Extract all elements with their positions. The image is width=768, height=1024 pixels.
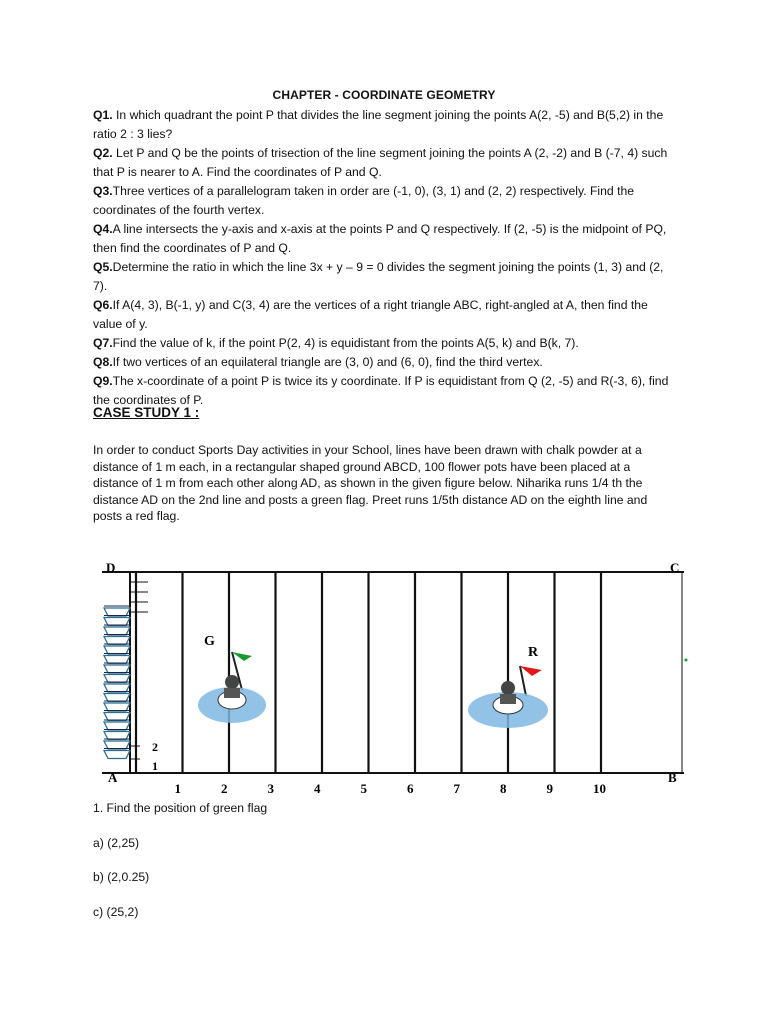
flower-pot xyxy=(104,656,130,664)
flower-pot xyxy=(104,741,130,749)
question-number: Q4. xyxy=(93,222,113,236)
y-tick-label: 1 xyxy=(152,759,158,773)
question-1-prompt: 1. Find the position of green flag xyxy=(93,801,268,815)
flower-pot xyxy=(104,703,130,711)
question-text: If A(4, 3), B(-1, y) and C(3, 4) are the vertices of a right triangle ABC, right-angled at A, then find the value of y. xyxy=(93,298,648,331)
flower-pot xyxy=(104,722,130,730)
corner-label-d: D xyxy=(106,560,116,575)
ground-grid xyxy=(102,572,684,773)
question-text: A line intersects the y-axis and x-axis at the points P and Q respectively. If (2, -5) is the midpoint of PQ, then find the coordinates of P and Q. xyxy=(93,222,667,255)
y-tick-label: 2 xyxy=(152,740,158,754)
question-item xyxy=(93,353,678,372)
question-number: Q3. xyxy=(93,184,113,198)
question-item xyxy=(93,220,678,258)
x-tick-label: 3 xyxy=(267,781,274,796)
flower-pot xyxy=(104,665,130,673)
question-item xyxy=(93,334,678,353)
question-text: Let P and Q be the points of trisection of the line segment joining the points A (2, -2) and B (-7, 4) such that P is nearer to A. Find the coordinates of P and Q. xyxy=(93,146,668,179)
x-tick-label: 6 xyxy=(407,781,414,796)
answer-option: c) (25,2) xyxy=(93,904,139,919)
x-tick-label: 9 xyxy=(546,781,553,796)
question-item xyxy=(93,296,678,334)
green-flag-label: G xyxy=(204,634,215,649)
flower-pot xyxy=(104,694,130,702)
question-text: In which quadrant the point P that divides the line segment joining the points A(2, -5) and B(5,2) in the ratio 2 : 3 lies? xyxy=(93,108,664,141)
question-text: Find the value of k, if the point P(2, 4) is equidistant from the points A(5, k) and B(k, 7). xyxy=(112,336,579,350)
runner-preet xyxy=(468,681,548,728)
flower-pot xyxy=(104,751,130,759)
x-tick-label: 1 xyxy=(174,781,181,796)
green-flag-group xyxy=(198,634,266,723)
question-item xyxy=(93,144,678,182)
question-number: Q9. xyxy=(93,374,113,388)
question-text: Determine the ratio in which the line 3x + y – 9 = 0 divides the segment joining the points (1, 3) and (2, 7). xyxy=(93,260,664,293)
question-number: Q5. xyxy=(93,260,113,274)
red-flag-pole xyxy=(520,666,526,696)
sports-ground-figure xyxy=(92,560,712,800)
x-tick-label: 2 xyxy=(221,781,228,796)
question-text: The x-coordinate of a point P is twice its y coordinate. If P is equidistant from Q (2, -5) and R(-3, 6), find the coordinates of P. xyxy=(93,374,669,407)
answer-option: a) (2,25) xyxy=(93,835,140,850)
corner-label-c: C xyxy=(670,560,680,575)
flower-pot xyxy=(104,637,130,645)
question-number: Q2. xyxy=(93,146,113,160)
case-study-paragraph: In order to conduct Sports Day activities in your School, lines have been drawn with chalk powder at a distance of 1 m each, in a rectangular shaped ground ABCD, 100 flower pots have been placed at a distance of 1 m from each other along AD, as shown in the given figure below. Niharika runs 1/4 th the distance AD on the 2nd line and posts a green flag. Preet runs 1/5th distance AD on the eighth line and posts a red flag. xyxy=(93,443,648,523)
question-item xyxy=(93,106,678,144)
corner-label-a: A xyxy=(108,770,118,785)
question-text: Three vertices of a parallelogram taken in order are (-1, 0), (3, 1) and (2, 2) respectively. Find the coordinates of the fourth vertex. xyxy=(93,184,635,217)
question-1-block xyxy=(93,800,678,938)
flower-pot xyxy=(104,684,130,692)
flower-pot xyxy=(104,608,130,616)
x-tick-label: 5 xyxy=(360,781,367,796)
flower-pot xyxy=(104,627,130,635)
case-study-heading: CASE STUDY 1 : xyxy=(93,405,200,420)
flower-pot xyxy=(104,618,130,626)
x-tick-label: 10 xyxy=(593,781,606,796)
chapter-title: CHAPTER - COORDINATE GEOMETRY xyxy=(272,88,496,102)
flower-pots xyxy=(104,606,130,759)
x-tick-label: 8 xyxy=(500,781,507,796)
question-number: Q8. xyxy=(93,355,113,369)
red-flag-label: R xyxy=(528,645,539,660)
x-tick-label: 4 xyxy=(314,781,321,796)
question-text: If two vertices of an equilateral triangle are (3, 0) and (6, 0), find the third vertex. xyxy=(112,355,543,369)
question-list xyxy=(93,106,678,410)
question-item xyxy=(93,258,678,296)
runner-niharika xyxy=(198,675,266,723)
flower-pot xyxy=(104,675,130,683)
question-item xyxy=(93,182,678,220)
green-dot-marker xyxy=(685,659,688,662)
corner-label-b: B xyxy=(668,770,677,785)
flower-pot xyxy=(104,732,130,740)
answer-option: b) (2,0.25) xyxy=(93,870,150,884)
question-number: Q7. xyxy=(93,336,113,350)
question-number: Q1. xyxy=(93,108,113,122)
flower-pot xyxy=(104,713,130,721)
flower-pot xyxy=(104,646,130,654)
x-tick-label: 7 xyxy=(453,781,460,796)
red-flag xyxy=(520,666,542,676)
tick-labels xyxy=(152,740,606,796)
question-number: Q6. xyxy=(93,298,113,312)
